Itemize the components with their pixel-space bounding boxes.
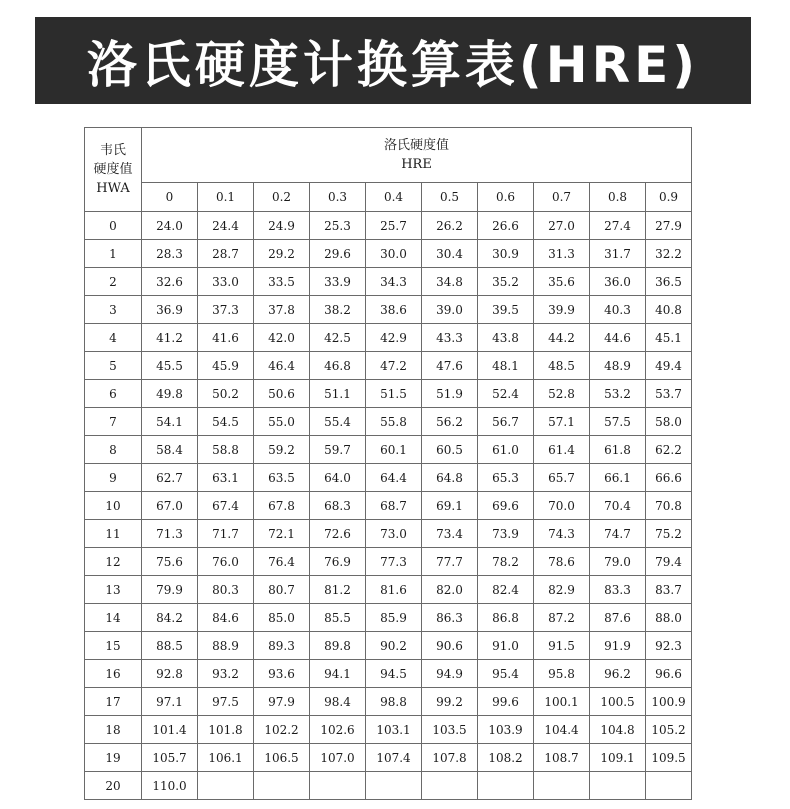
value-cell: 33.0	[198, 268, 254, 296]
value-cell: 24.0	[142, 212, 198, 240]
row-header-cell: 18	[85, 716, 142, 744]
value-cell: 28.3	[142, 240, 198, 268]
value-cell: 36.9	[142, 296, 198, 324]
value-cell: 51.5	[366, 380, 422, 408]
value-cell: 73.9	[478, 520, 534, 548]
column-header: 0.3	[310, 183, 366, 212]
value-cell: 46.4	[254, 352, 310, 380]
value-cell: 69.1	[422, 492, 478, 520]
value-cell: 86.3	[422, 604, 478, 632]
value-cell: 82.4	[478, 576, 534, 604]
value-cell: 90.2	[366, 632, 422, 660]
value-cell: 50.6	[254, 380, 310, 408]
value-cell: 104.8	[590, 716, 646, 744]
value-cell: 66.1	[590, 464, 646, 492]
value-cell: 107.4	[366, 744, 422, 772]
value-cell: 83.3	[590, 576, 646, 604]
value-cell: 81.6	[366, 576, 422, 604]
value-cell: 34.3	[366, 268, 422, 296]
row-header-cell: 9	[85, 464, 142, 492]
value-cell: 61.8	[590, 436, 646, 464]
value-cell: 105.2	[646, 716, 692, 744]
column-header: 0.9	[646, 183, 692, 212]
value-cell: 66.6	[646, 464, 692, 492]
value-cell: 61.4	[534, 436, 590, 464]
table-row	[85, 660, 692, 688]
value-cell: 26.2	[422, 212, 478, 240]
value-cell: 54.1	[142, 408, 198, 436]
table-row	[85, 772, 692, 800]
value-cell: 25.7	[366, 212, 422, 240]
value-cell: 71.3	[142, 520, 198, 548]
value-cell	[254, 772, 310, 800]
value-cell: 61.0	[478, 436, 534, 464]
value-cell: 40.8	[646, 296, 692, 324]
value-cell: 64.4	[366, 464, 422, 492]
row-header-cell: 14	[85, 604, 142, 632]
table-body	[85, 212, 692, 800]
value-cell: 37.8	[254, 296, 310, 324]
row-header-cell: 10	[85, 492, 142, 520]
value-cell: 48.9	[590, 352, 646, 380]
value-cell: 92.8	[142, 660, 198, 688]
value-cell: 67.0	[142, 492, 198, 520]
value-cell: 91.9	[590, 632, 646, 660]
value-cell: 70.4	[590, 492, 646, 520]
value-cell: 55.4	[310, 408, 366, 436]
value-cell: 27.4	[590, 212, 646, 240]
value-cell: 63.1	[198, 464, 254, 492]
value-cell: 89.3	[254, 632, 310, 660]
value-cell: 76.0	[198, 548, 254, 576]
value-cell: 41.6	[198, 324, 254, 352]
row-header-cell: 15	[85, 632, 142, 660]
value-cell	[590, 772, 646, 800]
row-header-cell: 8	[85, 436, 142, 464]
value-cell	[198, 772, 254, 800]
table-row	[85, 632, 692, 660]
value-cell: 26.6	[478, 212, 534, 240]
row-header-cell: 0	[85, 212, 142, 240]
row-header-cell: 19	[85, 744, 142, 772]
row-header-cell: 20	[85, 772, 142, 800]
value-cell: 45.5	[142, 352, 198, 380]
value-cell: 51.9	[422, 380, 478, 408]
value-cell: 100.1	[534, 688, 590, 716]
corner-line-1: 韦氏	[99, 143, 126, 158]
value-cell	[310, 772, 366, 800]
value-cell: 54.5	[198, 408, 254, 436]
value-cell: 36.0	[590, 268, 646, 296]
value-cell	[646, 772, 692, 800]
value-cell: 48.1	[478, 352, 534, 380]
value-cell: 31.7	[590, 240, 646, 268]
value-cell: 94.1	[310, 660, 366, 688]
value-cell: 59.7	[310, 436, 366, 464]
value-cell: 88.9	[198, 632, 254, 660]
value-cell: 80.7	[254, 576, 310, 604]
value-cell: 57.5	[590, 408, 646, 436]
row-header-cell: 12	[85, 548, 142, 576]
value-cell: 74.3	[534, 520, 590, 548]
value-cell: 50.2	[198, 380, 254, 408]
value-cell: 91.0	[478, 632, 534, 660]
value-cell: 36.5	[646, 268, 692, 296]
column-header: 0.4	[366, 183, 422, 212]
value-cell: 79.4	[646, 548, 692, 576]
value-cell: 107.0	[310, 744, 366, 772]
value-cell: 62.7	[142, 464, 198, 492]
value-cell: 35.6	[534, 268, 590, 296]
hre-header-sub: HRE	[401, 157, 432, 172]
value-cell: 98.8	[366, 688, 422, 716]
value-cell: 69.6	[478, 492, 534, 520]
value-cell: 75.6	[142, 548, 198, 576]
value-cell: 84.6	[198, 604, 254, 632]
value-cell: 75.2	[646, 520, 692, 548]
column-header: 0.1	[198, 183, 254, 212]
value-cell: 85.5	[310, 604, 366, 632]
value-cell: 32.2	[646, 240, 692, 268]
value-cell: 110.0	[142, 772, 198, 800]
value-cell: 53.7	[646, 380, 692, 408]
value-cell: 93.2	[198, 660, 254, 688]
table-row	[85, 520, 692, 548]
value-cell: 102.6	[310, 716, 366, 744]
value-cell: 49.8	[142, 380, 198, 408]
value-cell: 84.2	[142, 604, 198, 632]
value-cell: 57.1	[534, 408, 590, 436]
value-cell: 99.6	[478, 688, 534, 716]
row-header-cell: 3	[85, 296, 142, 324]
table-row	[85, 380, 692, 408]
table-row	[85, 324, 692, 352]
value-cell: 85.0	[254, 604, 310, 632]
value-cell: 102.2	[254, 716, 310, 744]
value-cell: 68.7	[366, 492, 422, 520]
value-cell: 76.4	[254, 548, 310, 576]
value-cell: 71.7	[198, 520, 254, 548]
value-cell: 88.5	[142, 632, 198, 660]
value-cell: 27.0	[534, 212, 590, 240]
value-cell: 30.0	[366, 240, 422, 268]
value-cell: 35.2	[478, 268, 534, 296]
value-cell: 32.6	[142, 268, 198, 296]
value-cell: 87.6	[590, 604, 646, 632]
value-cell: 24.9	[254, 212, 310, 240]
row-header-cell: 5	[85, 352, 142, 380]
value-cell: 78.2	[478, 548, 534, 576]
column-header: 0.5	[422, 183, 478, 212]
value-cell: 39.0	[422, 296, 478, 324]
table-row	[85, 744, 692, 772]
value-cell: 95.4	[478, 660, 534, 688]
header-row-title	[85, 128, 692, 183]
value-cell: 97.5	[198, 688, 254, 716]
value-cell: 86.8	[478, 604, 534, 632]
value-cell: 90.6	[422, 632, 478, 660]
value-cell: 70.8	[646, 492, 692, 520]
value-cell: 48.5	[534, 352, 590, 380]
value-cell: 43.8	[478, 324, 534, 352]
value-cell: 107.8	[422, 744, 478, 772]
row-header-cell: 16	[85, 660, 142, 688]
value-cell: 42.5	[310, 324, 366, 352]
value-cell: 42.0	[254, 324, 310, 352]
value-cell: 83.7	[646, 576, 692, 604]
table-row	[85, 716, 692, 744]
value-cell: 82.9	[534, 576, 590, 604]
row-header-cell: 2	[85, 268, 142, 296]
value-cell: 101.8	[198, 716, 254, 744]
value-cell: 80.3	[198, 576, 254, 604]
value-cell: 104.4	[534, 716, 590, 744]
value-cell: 72.6	[310, 520, 366, 548]
value-cell: 109.5	[646, 744, 692, 772]
value-cell: 76.9	[310, 548, 366, 576]
value-cell: 103.1	[366, 716, 422, 744]
column-header: 0.7	[534, 183, 590, 212]
value-cell: 56.7	[478, 408, 534, 436]
hre-header-cell	[142, 128, 692, 183]
value-cell: 93.6	[254, 660, 310, 688]
value-cell: 100.9	[646, 688, 692, 716]
value-cell	[534, 772, 590, 800]
value-cell: 39.9	[534, 296, 590, 324]
value-cell: 64.0	[310, 464, 366, 492]
row-header-cell: 4	[85, 324, 142, 352]
value-cell: 51.1	[310, 380, 366, 408]
value-cell: 73.4	[422, 520, 478, 548]
value-cell: 65.3	[478, 464, 534, 492]
value-cell: 88.0	[646, 604, 692, 632]
value-cell: 101.4	[142, 716, 198, 744]
value-cell: 70.0	[534, 492, 590, 520]
value-cell: 85.9	[366, 604, 422, 632]
value-cell: 100.5	[590, 688, 646, 716]
value-cell: 67.4	[198, 492, 254, 520]
column-header: 0.6	[478, 183, 534, 212]
value-cell: 42.9	[366, 324, 422, 352]
value-cell: 43.3	[422, 324, 478, 352]
value-cell: 38.2	[310, 296, 366, 324]
hre-header-title: 洛氏硬度值	[383, 138, 449, 153]
table-row	[85, 352, 692, 380]
value-cell: 29.6	[310, 240, 366, 268]
value-cell: 31.3	[534, 240, 590, 268]
value-cell: 74.7	[590, 520, 646, 548]
value-cell: 95.8	[534, 660, 590, 688]
value-cell: 91.5	[534, 632, 590, 660]
value-cell: 103.5	[422, 716, 478, 744]
table-row	[85, 492, 692, 520]
table-row	[85, 604, 692, 632]
value-cell: 49.4	[646, 352, 692, 380]
column-header: 0.8	[590, 183, 646, 212]
value-cell: 59.2	[254, 436, 310, 464]
value-cell: 60.1	[366, 436, 422, 464]
value-cell: 97.9	[254, 688, 310, 716]
table-row	[85, 576, 692, 604]
value-cell: 41.2	[142, 324, 198, 352]
page-title: 洛氏硬度计换算表(HRE)	[86, 35, 700, 94]
row-header-cell: 1	[85, 240, 142, 268]
value-cell: 67.8	[254, 492, 310, 520]
value-cell: 106.1	[198, 744, 254, 772]
row-header-cell: 6	[85, 380, 142, 408]
value-cell: 77.7	[422, 548, 478, 576]
value-cell: 58.0	[646, 408, 692, 436]
value-cell: 99.2	[422, 688, 478, 716]
value-cell: 47.6	[422, 352, 478, 380]
value-cell: 63.5	[254, 464, 310, 492]
value-cell: 65.7	[534, 464, 590, 492]
title-banner	[35, 17, 751, 104]
value-cell: 39.5	[478, 296, 534, 324]
value-cell: 25.3	[310, 212, 366, 240]
value-cell: 78.6	[534, 548, 590, 576]
value-cell: 30.4	[422, 240, 478, 268]
table-row	[85, 212, 692, 240]
table-row	[85, 240, 692, 268]
value-cell: 94.9	[422, 660, 478, 688]
value-cell: 52.4	[478, 380, 534, 408]
value-cell: 38.6	[366, 296, 422, 324]
value-cell: 58.4	[142, 436, 198, 464]
value-cell: 29.2	[254, 240, 310, 268]
column-header-row	[85, 183, 692, 212]
table-row	[85, 296, 692, 324]
value-cell: 98.4	[310, 688, 366, 716]
value-cell: 68.3	[310, 492, 366, 520]
value-cell: 55.0	[254, 408, 310, 436]
value-cell: 108.2	[478, 744, 534, 772]
value-cell: 45.9	[198, 352, 254, 380]
corner-header-cell	[85, 128, 142, 212]
value-cell: 89.8	[310, 632, 366, 660]
value-cell	[366, 772, 422, 800]
value-cell: 106.5	[254, 744, 310, 772]
row-header-cell: 7	[85, 408, 142, 436]
value-cell: 56.2	[422, 408, 478, 436]
table-row	[85, 688, 692, 716]
value-cell: 79.9	[142, 576, 198, 604]
value-cell: 55.8	[366, 408, 422, 436]
value-cell: 52.8	[534, 380, 590, 408]
value-cell: 109.1	[590, 744, 646, 772]
value-cell: 94.5	[366, 660, 422, 688]
value-cell: 40.3	[590, 296, 646, 324]
value-cell: 105.7	[142, 744, 198, 772]
corner-line-3: HWA	[96, 181, 130, 196]
value-cell: 46.8	[310, 352, 366, 380]
value-cell: 72.1	[254, 520, 310, 548]
value-cell: 37.3	[198, 296, 254, 324]
value-cell: 33.9	[310, 268, 366, 296]
value-cell: 96.6	[646, 660, 692, 688]
value-cell: 82.0	[422, 576, 478, 604]
value-cell	[478, 772, 534, 800]
value-cell: 58.8	[198, 436, 254, 464]
value-cell: 24.4	[198, 212, 254, 240]
row-header-cell: 13	[85, 576, 142, 604]
value-cell: 34.8	[422, 268, 478, 296]
value-cell: 96.2	[590, 660, 646, 688]
value-cell: 45.1	[646, 324, 692, 352]
column-header: 0	[142, 183, 198, 212]
value-cell	[422, 772, 478, 800]
value-cell: 33.5	[254, 268, 310, 296]
value-cell: 53.2	[590, 380, 646, 408]
table-row	[85, 408, 692, 436]
value-cell: 77.3	[366, 548, 422, 576]
value-cell: 30.9	[478, 240, 534, 268]
value-cell: 47.2	[366, 352, 422, 380]
table-row	[85, 436, 692, 464]
value-cell: 87.2	[534, 604, 590, 632]
value-cell: 44.2	[534, 324, 590, 352]
table-row	[85, 548, 692, 576]
value-cell: 97.1	[142, 688, 198, 716]
row-header-cell: 17	[85, 688, 142, 716]
table-row	[85, 464, 692, 492]
value-cell: 62.2	[646, 436, 692, 464]
value-cell: 60.5	[422, 436, 478, 464]
row-header-cell: 11	[85, 520, 142, 548]
corner-line-2: 硬度值	[93, 162, 133, 177]
value-cell: 92.3	[646, 632, 692, 660]
table-row	[85, 268, 692, 296]
value-cell: 44.6	[590, 324, 646, 352]
value-cell: 81.2	[310, 576, 366, 604]
value-cell: 64.8	[422, 464, 478, 492]
value-cell: 28.7	[198, 240, 254, 268]
value-cell: 103.9	[478, 716, 534, 744]
hardness-conversion-table	[84, 127, 692, 800]
value-cell: 108.7	[534, 744, 590, 772]
value-cell: 27.9	[646, 212, 692, 240]
column-header: 0.2	[254, 183, 310, 212]
value-cell: 79.0	[590, 548, 646, 576]
value-cell: 73.0	[366, 520, 422, 548]
